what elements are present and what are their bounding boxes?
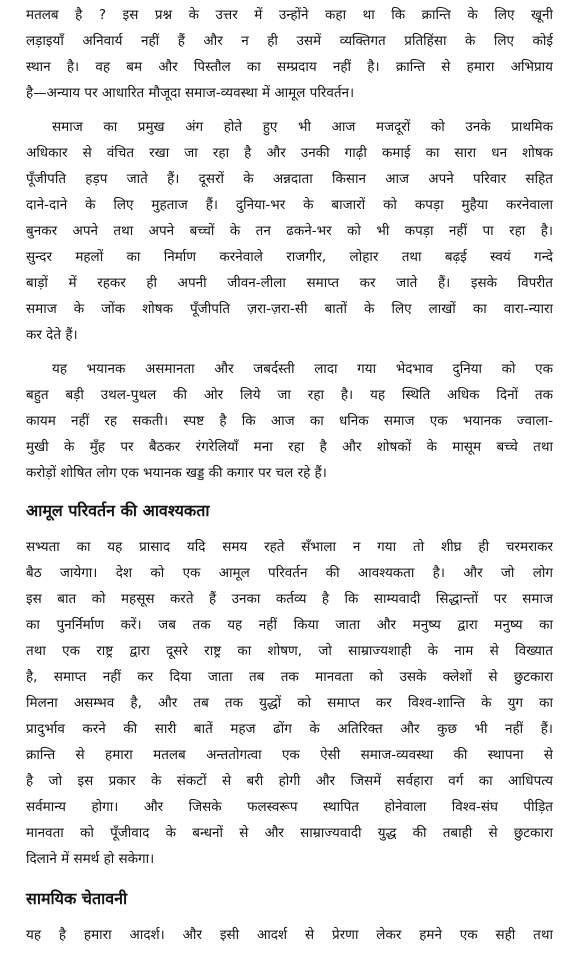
- text-line: स्थान है। वह बम और पिस्तौल का सम्प्रदाय नहीं है। क्रान्ति से हमारा अभिप्राय: [26, 59, 553, 75]
- text-line: अधिकार से वंचित रखा जा रहा है और उनकी गाढ़ी कमाई का सारा धन शोषक: [26, 145, 553, 161]
- text-line: सभ्यता का यह प्रासाद यदि समय रहते सँभाला न गया तो शीघ्र ही चरमराकर: [26, 539, 553, 555]
- text-line: समाज के जोंक शोषक पूँजीपति ज़रा-ज़रा-सी बातों के लिए लाखों का वारा-न्यारा: [26, 301, 553, 317]
- paragraph-ideal: [26, 922, 553, 948]
- text-line: इस बात को महसूस करते हैं उनका कर्तव्य है कि साम्यवादी सिद्धान्तों पर समाज: [26, 591, 553, 607]
- text-line: यह है हमारा आदर्श। और इसी आदर्श से प्रेरणा लेकर हमने एक सही तथा: [26, 927, 553, 943]
- text-line: बुनकर अपने तथा अपने बच्चों के तन ढकने-भर को भी कपड़ा नहीं पा रहा है।: [26, 223, 553, 239]
- text-line: कायम नहीं रह सकती। स्पष्ट है कि आज का धनिक समाज एक भयानक ज्वाला-: [26, 413, 553, 429]
- paragraph-workers-exploitation: [26, 114, 553, 348]
- text-line: है जो इस प्रकार के संकटों से बरी होगी और जिसमें सर्वहारा वर्ग का आधिपत्य: [26, 773, 553, 789]
- text-line: दिलाने में समर्थ हो सकेगा।: [26, 851, 155, 867]
- text-line: मतलब है ? इस प्रश्न के उत्तर में उन्होंने कहा था कि क्रान्ति के लिए खूनी: [26, 7, 553, 23]
- text-line: लड़ाइयाँ अनिवार्य नहीं हैं और न ही उसमें व्यक्तिगत प्रतिहिंसा के लिए कोई: [26, 33, 553, 49]
- text-line: का पुनर्निर्माण करें। जब तक यह नहीं किया जाता और मनुष्य द्वारा मनुष्य का: [26, 617, 553, 633]
- paragraph-radical-change: [26, 534, 553, 872]
- text-line: दाने-दाने के लिए मुहताज हैं। दुनिया-भर के बाजारों को कपड़ा मुहैया करनेवाला: [26, 197, 553, 213]
- text-line: पूँजीपति हड़प जाते हैं। दूसरों के अन्नदाता किसान आज अपने परिवार सहित: [26, 171, 553, 187]
- text-line: है, समाप्त नहीं कर दिया जाता तब तक मानवता को उसके क्लेशों से छुटकारा: [26, 669, 553, 685]
- text-line: मानवता को पूँजीवाद के बन्धनों से और साम्राज्यवादी युद्ध की तबाही से छुटकारा: [26, 825, 553, 841]
- text-line: यह भयानक असमानता और जबर्दस्ती लादा गया भेदभाव दुनिया को एक: [52, 361, 553, 377]
- text-line: बहुत बड़ी उथल-पुथल की ओर लिये जा रहा है। यह स्थिति अधिक दिनों तक: [26, 387, 553, 403]
- text-line: बाड़ों में रहकर ही अपनी जीवन-लीला समाप्त कर जाते हैं। इसके विपरीत: [26, 275, 553, 291]
- section-heading: सामयिक चेतावनी: [26, 889, 128, 908]
- text-line: समाज का प्रमुख अंग होते हुए भी आज मजदूरों को उनके प्राथमिक: [52, 119, 553, 135]
- text-line: कर देते हैं।: [26, 327, 78, 343]
- text-line: सुन्दर महलों का निर्माण करनेवाले राजगीर, लोहार तथा बढ़ई स्वयं गन्दे: [26, 249, 553, 265]
- paragraph-inequality: [26, 356, 553, 486]
- text-line: सर्वमान्य होगा। और जिसके फलस्वरूप स्थापित होनेवाला विश्व-संघ पीड़ित: [26, 799, 553, 815]
- text-line: मुखी के मुँह पर बैठकर रंगरेलियाँ मना रहा है और शोषकों के मासूम बच्चे तथा: [26, 439, 553, 455]
- text-line: करोड़ों शोषित लोग एक भयानक खड्ड की कगार पर चल रहे हैं।: [26, 465, 327, 481]
- text-line: प्रादुर्भाव करने की सारी बातें महज ढोंग के अतिरिक्त और कुछ भी नहीं हैं।: [26, 721, 553, 737]
- text-line: मिलना असम्भव है, और तब तक युद्धों को समाप्त कर विश्व-शान्ति के युग का: [26, 695, 553, 711]
- text-line: है—अन्याय पर आधारित मौजूदा समाज-व्यवस्था में आमूल परिवर्तन।: [26, 85, 355, 101]
- text-line: तथा एक राष्ट्र द्वारा दूसरे राष्ट्र का शोषण, जो साम्राज्यशाही के नाम से विख्यात: [26, 643, 553, 659]
- section-heading: आमूल परिवर्तन की आवश्यकता: [26, 501, 210, 520]
- text-line: क्रान्ति से हमारा मतलब अन्ततोगत्वा एक ऐसी समाज-व्यवस्था की स्थापना से: [26, 747, 553, 763]
- text-line: बैठ जायेगा। देश को एक आमूल परिवर्तन की आवश्यकता है। और जो लोग: [26, 565, 553, 581]
- paragraph-revolution-meaning: [26, 2, 553, 106]
